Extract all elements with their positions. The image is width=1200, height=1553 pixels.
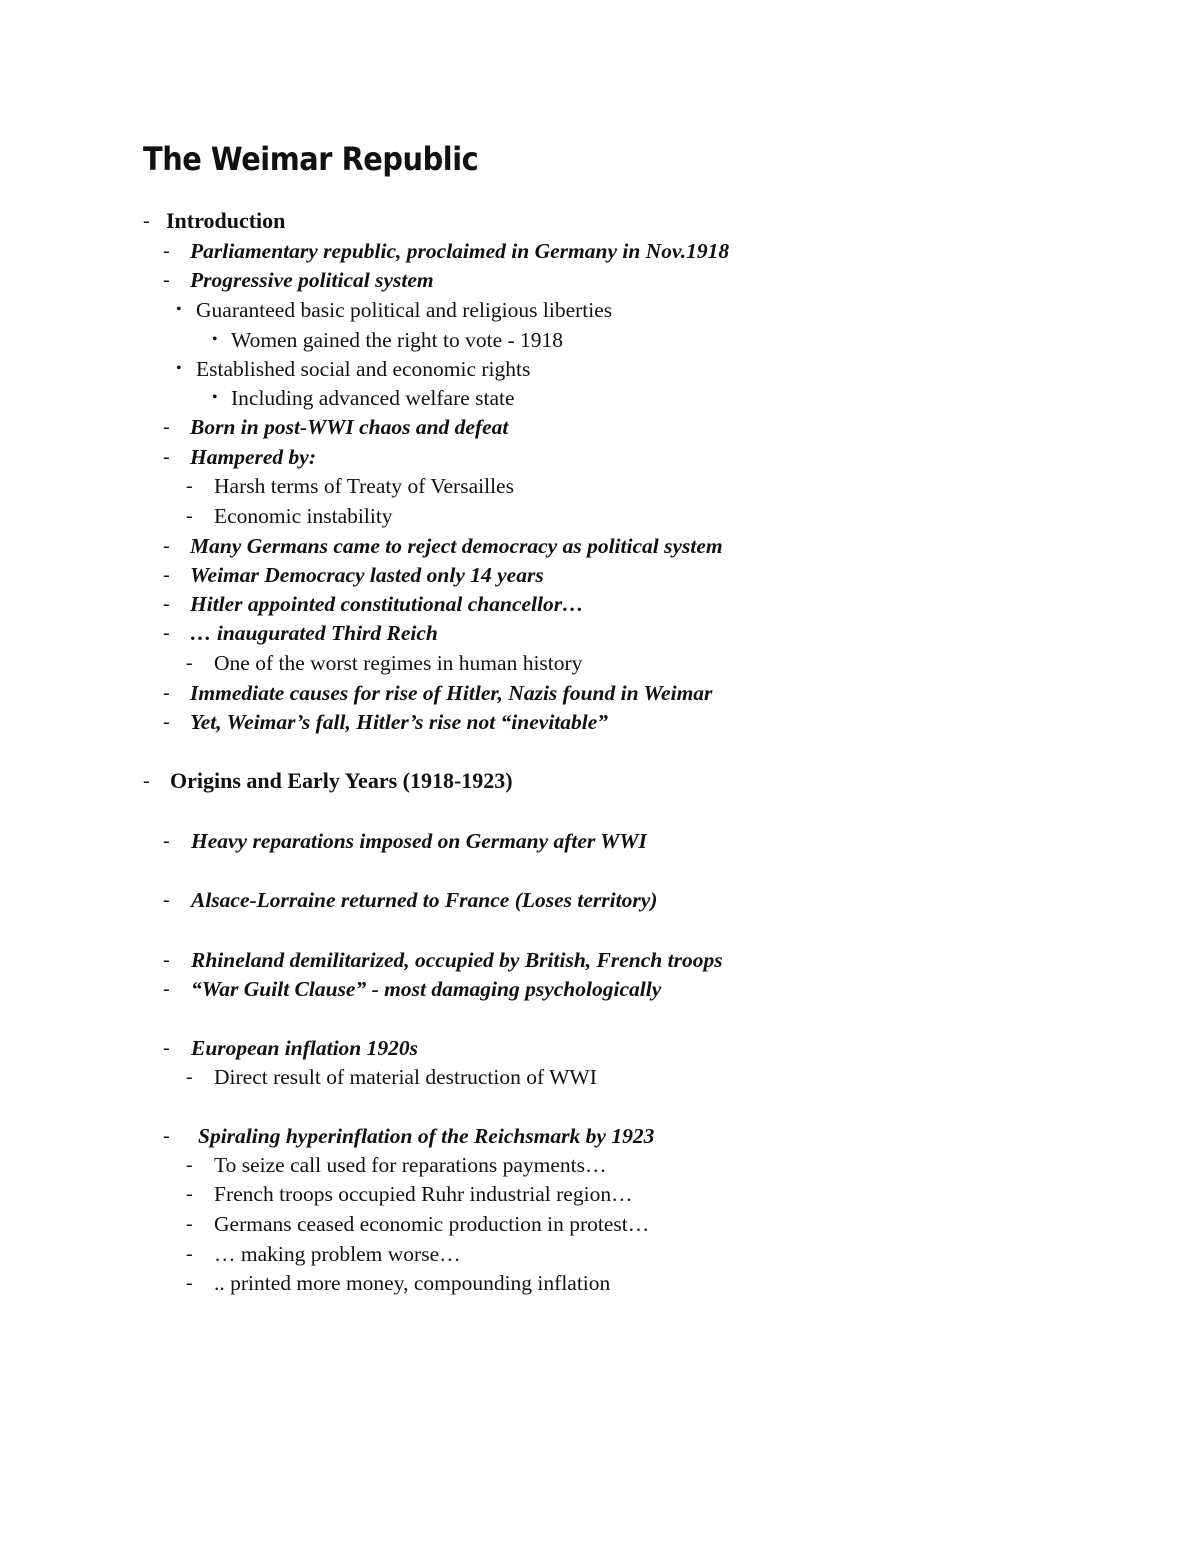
document-title: The Weimar Republic bbox=[143, 140, 479, 178]
dash-icon: - bbox=[163, 978, 170, 1000]
list-item-text: .. printed more money, compounding inflation bbox=[214, 1271, 611, 1295]
dash-icon: - bbox=[163, 1037, 170, 1059]
list-item-text: Born in post-WWI chaos and defeat bbox=[190, 415, 509, 439]
dash-icon: - bbox=[163, 622, 170, 644]
bullet-icon: • bbox=[176, 301, 182, 318]
dash-icon: - bbox=[143, 770, 150, 792]
bullet-icon: • bbox=[176, 360, 182, 377]
list-item-text: Hampered by: bbox=[190, 445, 316, 469]
dash-icon: - bbox=[143, 210, 150, 232]
dash-icon: - bbox=[163, 240, 170, 262]
dash-icon: - bbox=[186, 652, 193, 674]
dash-icon: - bbox=[163, 593, 170, 615]
dash-icon: - bbox=[163, 446, 170, 468]
list-item-text: European inflation 1920s bbox=[191, 1036, 418, 1060]
dash-icon: - bbox=[163, 682, 170, 704]
list-item-text: … making problem worse… bbox=[214, 1242, 461, 1266]
dash-icon: - bbox=[163, 711, 170, 733]
list-item-text: Introduction bbox=[166, 208, 286, 233]
dash-icon: - bbox=[163, 949, 170, 971]
dash-icon: - bbox=[163, 269, 170, 291]
list-item-text: Germans ceased economic production in protest… bbox=[214, 1212, 650, 1236]
dash-icon: - bbox=[186, 1213, 193, 1235]
dash-icon: - bbox=[186, 1183, 193, 1205]
bullet-icon: • bbox=[212, 389, 218, 406]
list-item-text: Heavy reparations imposed on Germany after WWI bbox=[191, 829, 647, 853]
dash-icon: - bbox=[163, 889, 170, 911]
list-item-text: Origins and Early Years (1918-1923) bbox=[170, 768, 513, 793]
list-item-text: Many Germans came to reject democracy as political system bbox=[190, 534, 723, 558]
list-item-text: Weimar Democracy lasted only 14 years bbox=[190, 563, 544, 587]
list-item-text: Immediate causes for rise of Hitler, Nazis found in Weimar bbox=[190, 681, 713, 705]
list-item-text: Including advanced welfare state bbox=[231, 386, 515, 410]
list-item-text: Progressive political system bbox=[190, 268, 434, 292]
list-item-text: Direct result of material destruction of WWI bbox=[214, 1065, 597, 1089]
list-item-text: Hitler appointed constitutional chancellor… bbox=[190, 592, 584, 616]
list-item-text: Spiraling hyperinflation of the Reichsmark by 1923 bbox=[198, 1124, 655, 1148]
bullet-icon: • bbox=[212, 331, 218, 348]
dash-icon: - bbox=[186, 1272, 193, 1294]
dash-icon: - bbox=[186, 505, 193, 527]
dash-icon: - bbox=[186, 475, 193, 497]
list-item-text: Guaranteed basic political and religious liberties bbox=[196, 298, 613, 322]
list-item-text: Harsh terms of Treaty of Versailles bbox=[214, 474, 514, 498]
dash-icon: - bbox=[186, 1066, 193, 1088]
list-item-text: Rhineland demilitarized, occupied by British, French troops bbox=[191, 948, 723, 972]
list-item-text: “War Guilt Clause” - most damaging psychologically bbox=[191, 977, 662, 1001]
list-item-text: Alsace-Lorraine returned to France (Loses territory) bbox=[191, 888, 658, 912]
dash-icon: - bbox=[163, 564, 170, 586]
dash-icon: - bbox=[163, 535, 170, 557]
list-item-text: Women gained the right to vote - 1918 bbox=[231, 328, 564, 352]
dash-icon: - bbox=[163, 830, 170, 852]
dash-icon: - bbox=[186, 1154, 193, 1176]
list-item-text: Established social and economic rights bbox=[196, 357, 531, 381]
dash-icon: - bbox=[186, 1243, 193, 1265]
list-item-text: To seize call used for reparations payments… bbox=[214, 1153, 607, 1177]
dash-icon: - bbox=[163, 1125, 170, 1147]
list-item-text: Economic instability bbox=[214, 504, 393, 528]
dash-icon: - bbox=[163, 416, 170, 438]
list-item-text: Yet, Weimar’s fall, Hitler’s rise not “inevitable” bbox=[190, 710, 609, 734]
list-item-text: French troops occupied Ruhr industrial region… bbox=[214, 1182, 633, 1206]
list-item-text: One of the worst regimes in human history bbox=[214, 651, 583, 675]
list-item-text: … inaugurated Third Reich bbox=[190, 621, 438, 645]
list-item-text: Parliamentary republic, proclaimed in Germany in Nov.1918 bbox=[190, 239, 730, 263]
